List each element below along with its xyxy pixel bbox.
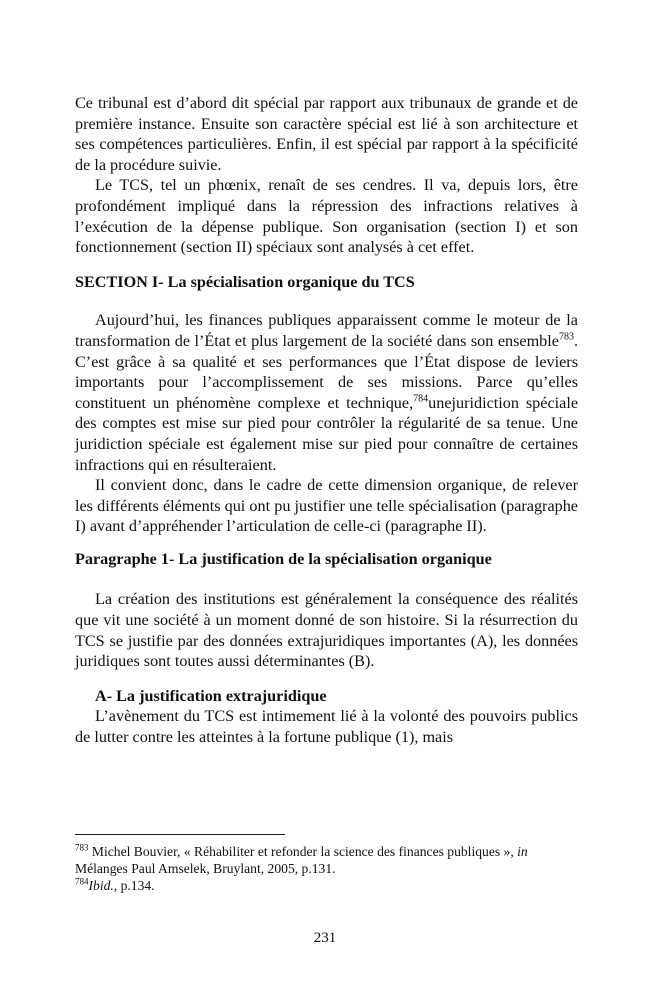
footnote-text: , p.134. xyxy=(113,878,155,893)
section-paragraph-2: Il convient donc, dans le cadre de cette dimension organique, de relever les différents éléments qui ont pu justifier une telle spécialisation (paragraphe I) avant d’appréhender l’articulation de celle-ci (paragraphe II). xyxy=(75,476,578,536)
section-p1-text-b: . C’est grâce à sa qualité et ses performances que l’État dispose de leviers importants pour l’accomplissement de ses missions. Parce qu’elles constituent un phénomène complexe et technique, xyxy=(75,331,578,412)
section-p1-text-a: Aujourd’hui, les finances publiques apparaissent comme le moteur de la transformation de l’État et plus largement de la société dans son ensemble xyxy=(75,311,578,350)
intro-paragraph-1: Ce tribunal est d’abord dit spécial par rapport aux tribunaux de grande et de première instance. Ensuite son caractère spécial est lié à son architecture et ses compétences particulières. Enfin, il est spécial par rapport à la spécificité de la procédure suivie. xyxy=(75,94,578,174)
section-heading: SECTION I- La spécialisation organique du TCS xyxy=(75,272,415,291)
footnote-number: 783 xyxy=(75,842,89,853)
paragraph-1-text: La création des institutions est généralement la conséquence des réalités que vit une société à un moment donné de son histoire. Si la résurrection du TCS se justifie par des données extrajuridiques importantes (A), les données juridiques sont toutes aussi déterminantes (B). xyxy=(75,590,578,671)
footnote-text: Mélanges Paul Amselek, Bruylant, 2005, p.131. xyxy=(75,861,336,876)
footnotes xyxy=(75,843,578,894)
footnote-italic: Ibid. xyxy=(88,878,114,893)
paragraph-heading: Paragraphe 1- La justification de la spécialisation organique xyxy=(75,549,492,568)
footnote-ref-783: 783 xyxy=(558,331,574,343)
footnote-783 xyxy=(75,843,578,877)
footnote-italic: in xyxy=(517,844,528,859)
footnote-ref-784: 784 xyxy=(413,393,429,405)
footnote-number: 784 xyxy=(75,876,89,887)
page-body xyxy=(75,93,578,748)
section-p1-text-c: unejuridiction spéciale des comptes est mise sur pied pour contrôler la régularité de sa tenue. Une juridiction spéciale est également mise sur pied pour connaître de certaines infractions qui en résulteraient. xyxy=(75,393,579,474)
footnote-divider xyxy=(75,834,285,835)
subsection-a-heading: A- La justification extrajuridique xyxy=(95,686,327,705)
page-number: 231 xyxy=(313,930,337,946)
footnote-text: Michel Bouvier, « Réhabiliter et refonder la science des finances publiques », xyxy=(88,844,518,859)
intro-paragraph-2: Le TCS, tel un phœnix, renaît de ses cendres. Il va, depuis lors, être profondément impliqué dans la répression des infractions relatives à l’exécution de la dépense publique. Son organisation (section I) et son fonctionnement (section II) spéciaux sont analysés à cet effet. xyxy=(75,176,578,257)
section-paragraph-1 xyxy=(75,310,578,475)
footnote-784 xyxy=(75,877,578,894)
subsection-a-text: L’avènement du TCS est intimement lié à la volonté des pouvoirs publics de lutter contre les atteintes à la fortune publique (1), mais xyxy=(75,707,578,747)
